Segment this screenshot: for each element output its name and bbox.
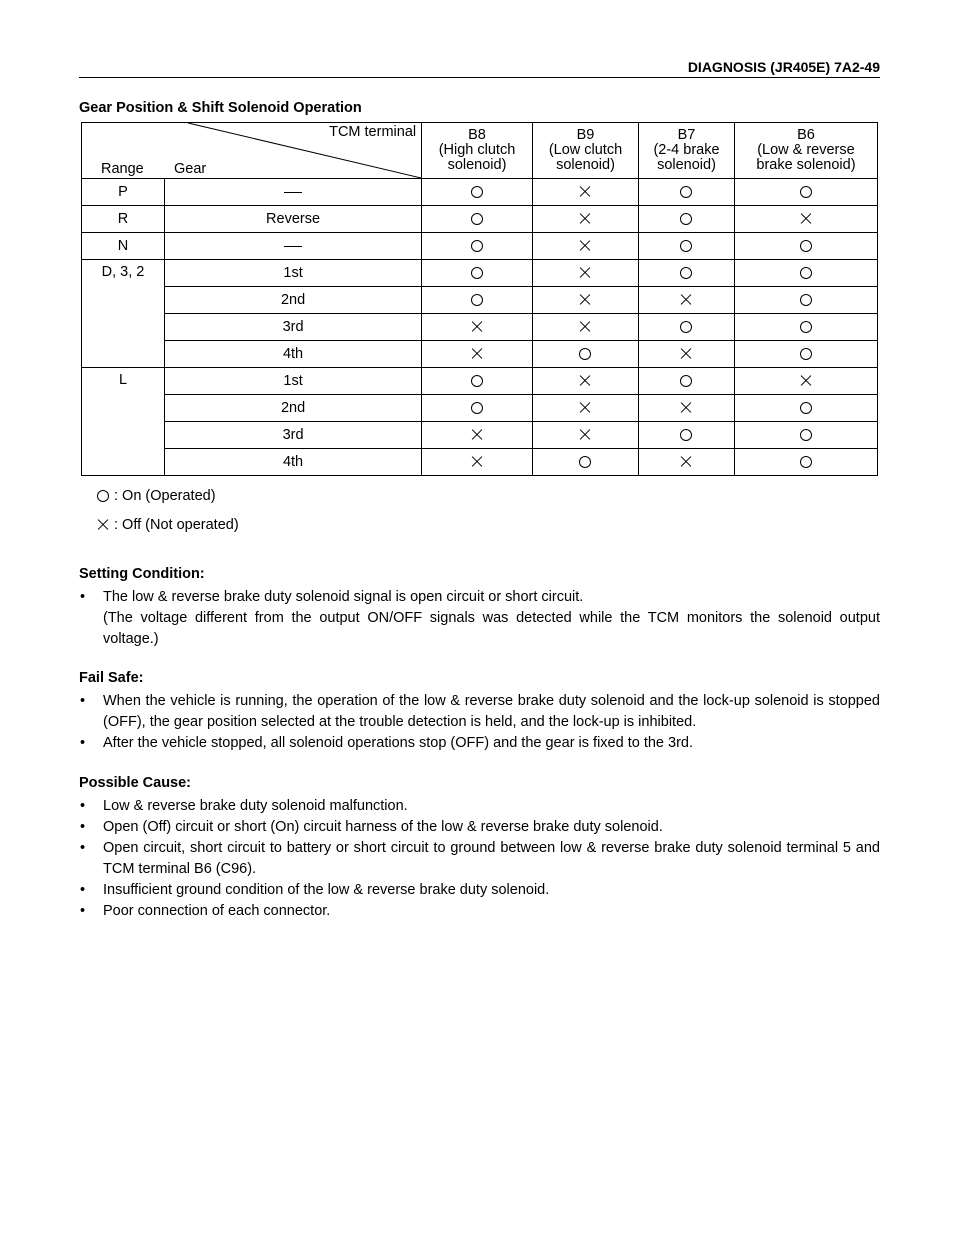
possible-cause-list bbox=[79, 796, 880, 922]
off-cross-icon bbox=[680, 402, 692, 414]
status-cell bbox=[734, 179, 877, 206]
table-row bbox=[82, 422, 878, 449]
table-row bbox=[82, 179, 878, 206]
on-circle-icon bbox=[800, 456, 812, 468]
off-cross-icon bbox=[471, 321, 483, 333]
on-circle-icon bbox=[680, 267, 692, 279]
gear-cell bbox=[165, 179, 422, 206]
column-desc-line1: (Low clutch bbox=[548, 142, 623, 158]
status-cell bbox=[734, 368, 877, 395]
column-desc-line1: (2-4 brake bbox=[653, 142, 720, 158]
on-circle-icon bbox=[471, 375, 483, 387]
on-circle-icon bbox=[471, 402, 483, 414]
status-cell bbox=[422, 449, 533, 476]
tcm-terminal-header-label: TCM terminal bbox=[329, 124, 417, 140]
on-circle-icon bbox=[800, 348, 812, 360]
on-circle-icon bbox=[680, 213, 692, 225]
off-cross-icon bbox=[579, 240, 591, 252]
status-cell bbox=[639, 341, 735, 368]
possible-cause-heading: Possible Cause: bbox=[79, 775, 192, 791]
on-circle-icon bbox=[800, 294, 812, 306]
status-cell bbox=[422, 395, 533, 422]
status-cell bbox=[422, 206, 533, 233]
gear-cell: 1st bbox=[165, 368, 422, 395]
status-cell bbox=[639, 449, 735, 476]
column-header-b7 bbox=[639, 123, 735, 179]
on-circle-icon bbox=[471, 267, 483, 279]
column-desc-line2: solenoid) bbox=[556, 157, 615, 173]
off-cross-icon bbox=[471, 348, 483, 360]
list-item: • Poor connection of each connector. bbox=[79, 901, 880, 922]
gear-cell: 2nd bbox=[165, 395, 422, 422]
on-circle-icon bbox=[800, 267, 812, 279]
status-cell bbox=[422, 233, 533, 260]
on-circle-icon bbox=[680, 321, 692, 333]
list-item-note: (The voltage different from the output ON/OFF signals was detected while the TCM monitors the solenoid output voltage.) bbox=[103, 610, 880, 647]
status-cell bbox=[734, 422, 877, 449]
status-cell bbox=[532, 395, 638, 422]
status-cell bbox=[734, 287, 877, 314]
status-cell bbox=[422, 341, 533, 368]
table-row bbox=[82, 206, 878, 233]
off-cross-icon bbox=[579, 321, 591, 333]
gear-cell bbox=[165, 233, 422, 260]
range-header-label: Range bbox=[101, 161, 144, 177]
on-circle-icon bbox=[97, 490, 109, 502]
table-row bbox=[82, 341, 878, 368]
list-item: • When the vehicle is running, the operation of the low & reverse brake duty solenoid and the lock-up solenoid is stopped (OFF), the gear position selected at the trouble detection is held, and the lock-up is inhibited. bbox=[79, 691, 880, 733]
list-item: • After the vehicle stopped, all solenoid operations stop (OFF) and the gear is fixed to the 3rd. bbox=[79, 733, 880, 754]
list-item: • Low & reverse brake duty solenoid malfunction. bbox=[79, 796, 880, 817]
solenoid-operation-table bbox=[81, 122, 878, 476]
gear-header-label: Gear bbox=[174, 161, 207, 177]
dash-icon bbox=[284, 192, 302, 193]
gear-cell: 4th bbox=[165, 449, 422, 476]
table-row bbox=[82, 395, 878, 422]
off-cross-icon bbox=[471, 456, 483, 468]
status-cell bbox=[639, 395, 735, 422]
on-circle-icon bbox=[800, 402, 812, 414]
status-cell bbox=[532, 341, 638, 368]
corner-header-cell bbox=[82, 123, 422, 179]
range-cell: P bbox=[82, 179, 165, 206]
table-header-row bbox=[82, 123, 878, 179]
status-cell bbox=[734, 341, 877, 368]
on-circle-icon bbox=[680, 240, 692, 252]
gear-cell: 1st bbox=[165, 260, 422, 287]
on-circle-icon bbox=[579, 348, 591, 360]
status-cell bbox=[532, 314, 638, 341]
on-circle-icon bbox=[471, 213, 483, 225]
status-cell bbox=[532, 179, 638, 206]
status-cell bbox=[422, 179, 533, 206]
status-cell bbox=[532, 449, 638, 476]
status-cell bbox=[532, 206, 638, 233]
list-item: • Open circuit, short circuit to battery or short circuit to ground between low & reverse brake duty solenoid terminal 5 and TCM terminal B6 (C96). bbox=[79, 838, 880, 880]
on-circle-icon bbox=[471, 186, 483, 198]
legend-off bbox=[97, 517, 239, 533]
status-cell bbox=[422, 368, 533, 395]
off-cross-icon bbox=[579, 213, 591, 225]
status-cell bbox=[639, 314, 735, 341]
status-cell bbox=[532, 260, 638, 287]
off-cross-icon bbox=[800, 213, 812, 225]
range-cell: R bbox=[82, 206, 165, 233]
gear-cell: 2nd bbox=[165, 287, 422, 314]
on-circle-icon bbox=[800, 321, 812, 333]
column-header-b6 bbox=[734, 123, 877, 179]
fail-safe-heading: Fail Safe: bbox=[79, 670, 144, 686]
off-cross-icon bbox=[680, 294, 692, 306]
header-rule bbox=[79, 77, 880, 78]
table-row bbox=[82, 368, 878, 395]
status-cell bbox=[639, 206, 735, 233]
table-body bbox=[82, 179, 878, 476]
status-cell bbox=[422, 422, 533, 449]
table-row bbox=[82, 314, 878, 341]
off-cross-icon bbox=[680, 348, 692, 360]
on-circle-icon bbox=[800, 429, 812, 441]
page-header: DIAGNOSIS (JR405E) 7A2-49 bbox=[687, 59, 880, 75]
gear-cell: 3rd bbox=[165, 314, 422, 341]
legend-on-text: : On (Operated) bbox=[114, 488, 216, 504]
status-cell bbox=[422, 260, 533, 287]
legend-off-text: : Off (Not operated) bbox=[114, 517, 239, 533]
off-cross-icon bbox=[680, 456, 692, 468]
list-item bbox=[79, 587, 880, 650]
status-cell bbox=[734, 206, 877, 233]
column-desc-line2: solenoid) bbox=[657, 157, 716, 173]
status-cell bbox=[532, 368, 638, 395]
fail-safe-list bbox=[79, 691, 880, 754]
off-cross-icon bbox=[97, 519, 109, 531]
list-item-text: The low & reverse brake duty solenoid signal is open circuit or short circuit. bbox=[103, 589, 584, 605]
status-cell bbox=[639, 368, 735, 395]
range-cell: D, 3, 2 bbox=[82, 260, 165, 368]
on-circle-icon bbox=[680, 429, 692, 441]
status-cell bbox=[734, 449, 877, 476]
legend-on bbox=[97, 488, 216, 504]
status-cell bbox=[422, 287, 533, 314]
section-title: Gear Position & Shift Solenoid Operation bbox=[79, 100, 362, 116]
off-cross-icon bbox=[579, 375, 591, 387]
status-cell bbox=[532, 422, 638, 449]
status-cell bbox=[639, 233, 735, 260]
list-item: • Open (Off) circuit or short (On) circuit harness of the low & reverse brake duty solenoid. bbox=[79, 817, 880, 838]
gear-cell: Reverse bbox=[165, 206, 422, 233]
column-header-b9 bbox=[532, 123, 638, 179]
range-cell: N bbox=[82, 233, 165, 260]
on-circle-icon bbox=[471, 240, 483, 252]
table-row bbox=[82, 287, 878, 314]
column-terminal: B7 bbox=[677, 127, 696, 143]
dash-icon bbox=[284, 246, 302, 247]
column-header-b8 bbox=[422, 123, 533, 179]
off-cross-icon bbox=[579, 429, 591, 441]
status-cell bbox=[532, 287, 638, 314]
off-cross-icon bbox=[800, 375, 812, 387]
status-cell bbox=[639, 260, 735, 287]
off-cross-icon bbox=[579, 294, 591, 306]
off-cross-icon bbox=[579, 402, 591, 414]
column-desc-line1: (Low & reverse bbox=[757, 142, 855, 158]
table-row bbox=[82, 233, 878, 260]
status-cell bbox=[639, 179, 735, 206]
status-cell bbox=[734, 233, 877, 260]
column-desc-line2: brake solenoid) bbox=[756, 157, 856, 173]
column-terminal: B9 bbox=[576, 127, 595, 143]
on-circle-icon bbox=[579, 456, 591, 468]
status-cell bbox=[734, 395, 877, 422]
off-cross-icon bbox=[579, 186, 591, 198]
status-cell bbox=[639, 287, 735, 314]
column-terminal: B8 bbox=[468, 127, 486, 143]
off-cross-icon bbox=[579, 267, 591, 279]
on-circle-icon bbox=[800, 186, 812, 198]
on-circle-icon bbox=[680, 186, 692, 198]
gear-cell: 4th bbox=[165, 341, 422, 368]
list-item: • Insufficient ground condition of the low & reverse brake duty solenoid. bbox=[79, 880, 880, 901]
column-terminal: B6 bbox=[797, 127, 815, 143]
on-circle-icon bbox=[680, 375, 692, 387]
column-desc-line2: solenoid) bbox=[447, 157, 507, 173]
status-cell bbox=[639, 422, 735, 449]
status-cell bbox=[532, 233, 638, 260]
status-cell bbox=[734, 314, 877, 341]
table-row bbox=[82, 449, 878, 476]
setting-condition-heading: Setting Condition: bbox=[79, 566, 205, 582]
status-cell bbox=[734, 260, 877, 287]
range-cell: L bbox=[82, 368, 165, 476]
setting-condition-list bbox=[79, 587, 880, 650]
status-cell bbox=[422, 314, 533, 341]
on-circle-icon bbox=[471, 294, 483, 306]
gear-cell: 3rd bbox=[165, 422, 422, 449]
column-desc-line1: (High clutch bbox=[438, 142, 516, 158]
on-circle-icon bbox=[800, 240, 812, 252]
off-cross-icon bbox=[471, 429, 483, 441]
table-row bbox=[82, 260, 878, 287]
